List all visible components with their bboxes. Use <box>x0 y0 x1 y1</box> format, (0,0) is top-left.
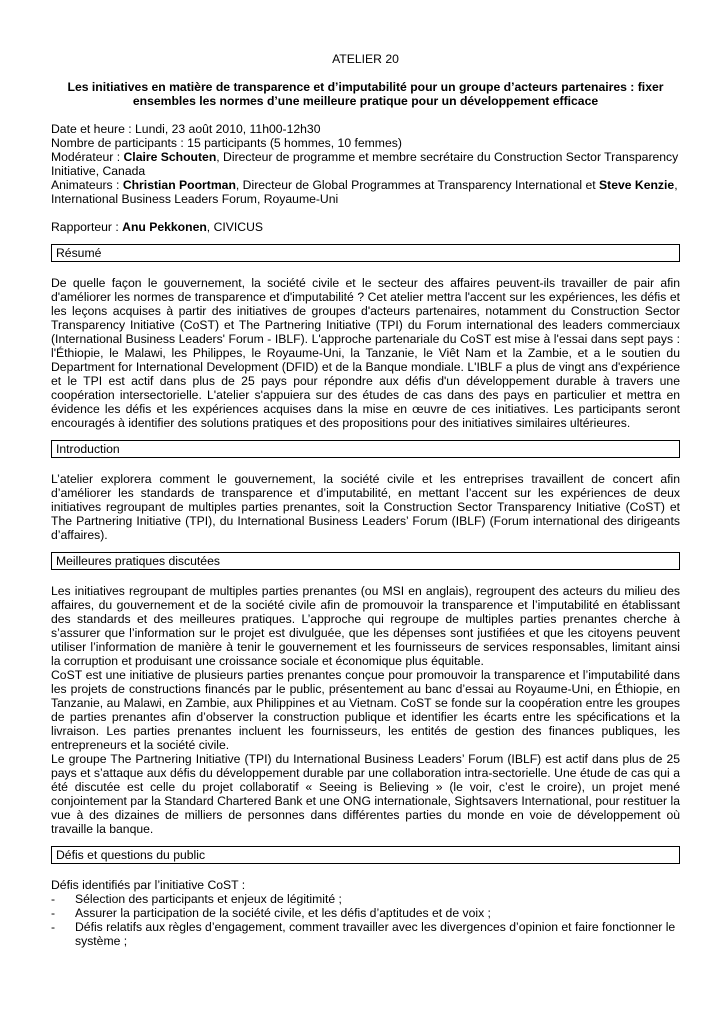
list-item-text: Défis relatifs aux règles d’engagement, comment travailler avec les divergences d’opinion et faire fonctionner le système ; <box>75 920 676 948</box>
section-heading-defis: Défis et questions du public <box>51 846 680 864</box>
moderator-role: , Directeur de programme et membre secrétaire du Construction Sector Transparency Initiative, Canada <box>51 150 679 178</box>
meta-moderator <box>51 150 680 178</box>
dash-bullet: - <box>51 892 56 906</box>
animator2-name: Steve Kenzie <box>599 178 675 192</box>
resume-text: De quelle façon le gouvernement, la société civile et le secteur des affaires peuvent-ils travailler de pair afin d'améliorer les normes de transparence et d'imputabilité ? Cet atelier mettra l'accent sur les expériences, les défis et les leçons acquises à partir des initiatives de groupes d'acteurs partenaires, notamment du Construction Sector Transparency Initiative (CoST) et The Partnering Initiative (TPI) du Forum international des leaders commerciaux (International Business Leaders' Forum - IBLF). L'approche partenariale du CoST est mise à l'essai dans sept pays : l'Éthiopie, le Malawi, les Philippes, le Royaume-Uni, la Tanzanie, le Viêt Nam et la Zambie, et a le soutien du Department for International Development (DFID) et de la Banque mondiale. L'IBLF a plus de vingt ans d'expérience et le TPI est actif dans plus de 25 pays pour répondre aux défis d'un développement durable à travers une coopération intersectorielle. L'atelier s'appuiera sur des études de cas dans des pays en particulier et mettra en évidence les défis et les expériences acquises dans la mise en œuvre de ces initiatives. Les participants seront encouragés à identifier des solutions pratiques et des propositions pour des initiatives similaires ultérieures. <box>51 276 680 430</box>
meilleures-pratiques-text <box>51 584 680 836</box>
rapporteur-org: , CIVICUS <box>206 220 264 234</box>
document-page <box>51 0 680 948</box>
participants-label: Nombre de participants : <box>51 136 184 150</box>
animators-label: Animateurs : <box>51 178 120 192</box>
meta-animators <box>51 178 680 206</box>
rapporteur-name: Anu Pekkonen <box>122 220 207 234</box>
document-title: Les initiatives en matière de transparence et d’imputabilité pour un groupe d’acteurs partenaires : fixer ensembles les normes d’une meilleure pratique pour un développement efficace <box>67 80 664 108</box>
meilleures-paragraph-3: Le groupe The Partnering Initiative (TPI) du International Business Leaders’ Forum (IBLF) est actif dans plus de 25 pays et s’attaque aux défis du développement durable par une collaboration intra-sectorielle. Une étude de cas qui a été discutée est celle du projet collaboratif « Seeing is Believing » (le voir, c’est le croire), un projet mené conjointement par la Standard Chartered Bank et une ONG internationale, Sightsavers International, pour restituer la vue à des dizaines de milliers de personnes dans différentes parties du monde en voie de développement où travaille la banque. <box>51 752 680 836</box>
dash-bullet: - <box>51 906 56 920</box>
section-heading-meilleures-pratiques: Meilleures pratiques discutées <box>51 552 680 570</box>
section-heading-introduction: Introduction <box>51 440 680 458</box>
meta-block <box>51 122 680 206</box>
section-heading-resume: Résumé <box>51 244 680 262</box>
date-label: Date et heure : <box>51 122 132 136</box>
animator1-role: , Directeur de Global Programmes at Transparency International et <box>235 178 599 192</box>
introduction-text: L’atelier explorera comment le gouvernement, la société civile et les entreprises travaillent de concert afin d’améliorer les standards de transparence et d’imputabilité, en mettant l’accent sur les expériences de deux initiatives regroupant de multiples parties prenantes, soit la Construction Sector Transparency Initiative (CoST) et The Partnering Initiative (TPI), du International Business Leaders’ Forum (IBLF) (Forum international des dirigeants d’affaires). <box>51 472 680 542</box>
moderator-label: Modérateur : <box>51 150 121 164</box>
meta-participants <box>51 136 680 150</box>
list-item-text: Assurer la participation de la société civile, et les défis d’aptitudes et de voix ; <box>75 906 491 920</box>
list-item <box>51 920 680 948</box>
meta-date <box>51 122 680 136</box>
defis-intro: Défis identifiés par l’initiative CoST : <box>51 878 246 892</box>
animator1-name: Christian Poortman <box>122 178 236 192</box>
defis-list <box>51 892 680 948</box>
meilleures-paragraph-2: CoST est une initiative de plusieurs parties prenantes conçue pour promouvoir la transparence et l’imputabilité dans les projets de constructions financés par le public, présentement au banc d’essai au Royaume-Uni, en Éthiopie, en Tanzanie, au Malawi, en Zambie, aux Philippines et au Vietnam. CoST se fonde sur la coopération entre les groupes de parties prenantes afin d’observer la construction publique et identifier les écarts entre les spécifications et la livraison. Les parties prenantes incluent les fournisseurs, les entités de gestion des finances publiques, les entrepreneurs et la société civile. <box>51 668 680 752</box>
rapporteur-label: Rapporteur : <box>51 220 119 234</box>
list-item <box>51 906 680 920</box>
dash-bullet: - <box>51 920 56 934</box>
meta-rapporteur <box>51 220 680 234</box>
meilleures-paragraph-1: Les initiatives regroupant de multiples parties prenantes (ou MSI en anglais), regroupent des acteurs du milieu des affaires, du gouvernement et de la société civile afin de promouvoir la transparence et l’imputabilité en établissant des standards et des meilleures pratiques. L’approche qui regroupe de multiples parties prenantes cherche à s’assurer que l’information sur le projet est divulguée, que les dépenses sont justifiées et que les citoyens peuvent utiliser l’information de manière à tenir le gouvernement et les fournisseurs de services responsables, limitant ainsi la corruption et produisant une croissance sociale et économique plus équitable. <box>51 584 680 668</box>
moderator-name: Claire Schouten <box>123 150 217 164</box>
atelier-number: ATELIER 20 <box>332 52 399 66</box>
date-value: Lundi, 23 août 2010, 11h00-12h30 <box>135 122 321 136</box>
animator2-role: , International Business Leaders Forum, Royaume-Uni <box>51 178 678 206</box>
list-item <box>51 892 680 906</box>
list-item-text: Sélection des participants et enjeux de légitimité ; <box>75 892 342 906</box>
participants-value: 15 participants (5 hommes, 10 femmes) <box>187 136 402 150</box>
